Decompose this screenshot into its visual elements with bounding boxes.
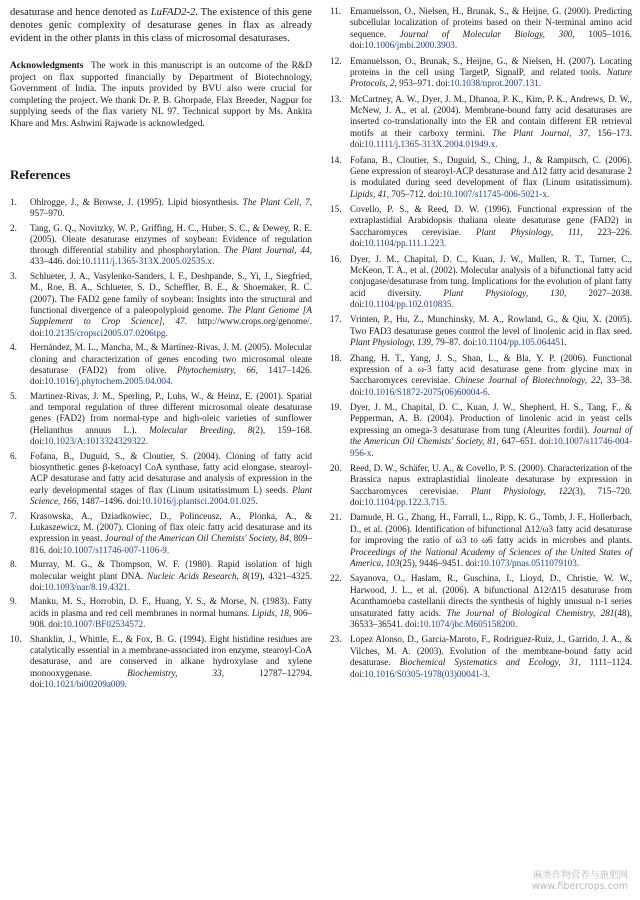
- reference-authors-title: Martinez-Rivas, J. M., Sperling, P., Luhs, W., & Heinz, E. (2001). Spatial and temporal regulation of three different microsomal oleate desaturase genes (FAD2) from normal-type and high-oleic varieties of sunflower (Helianthus annuus L.).: [30, 390, 312, 435]
- reference-doi-link[interactable]: 10.1016/j.phytochem.2005.04.004.: [44, 376, 173, 387]
- reference-item: [10, 342, 312, 387]
- reference-pages: . http://www.crops.org/genome/. doi:: [30, 316, 312, 338]
- reference-authors-title: Manku, M. S., Horrobin, D. F., Huang, Y. S., & Morse, N. (1983). Fatty acids in plasma and red cell membranes in normal humans.: [30, 596, 312, 618]
- intro-text-after: . The existence of this gene denotes genic complexity of desaturase genes in flax as already evident in the other plants in this class of microsomal desaturases.: [10, 7, 312, 44]
- reference-number: 17.: [330, 314, 342, 325]
- reference-pages: (48), 36533–36541. doi:: [350, 607, 633, 630]
- reference-pages: , 1487–1496. doi:: [76, 495, 142, 506]
- reference-pages: (3), 715–720. doi:: [350, 485, 632, 508]
- reference-item: [330, 254, 632, 311]
- reference-journal: Biochemistry, 33: [127, 667, 222, 678]
- reference-authors-title: McCartney, A. W., Dyer, J. M., Dhanoa, P. K., Kim, P. K., Andrews, D. W., McNew, J. A., et al. (2004). Membrane-bound fatty acid desaturases are inserted co-translationally into the ER and contain different ER retrieval motifs at their carboxy termini.: [350, 93, 632, 138]
- reference-doi-link[interactable]: 10.1073/pnas.0511079103.: [479, 558, 580, 569]
- reference-doi-link[interactable]: 10.1104/pp.105.064451.: [477, 337, 567, 348]
- reference-pages: (2), 159–168. doi:: [30, 424, 312, 447]
- reference-doi-link[interactable]: 10.1016/j.plantsci.2004.01.025.: [141, 495, 258, 506]
- reference-journal: Lipids, 41: [350, 188, 387, 199]
- reference-number: 8.: [10, 559, 17, 570]
- reference-authors-title: Emanuelsson, O., Nielsen, H., Brunak, S., & Heijne, G. (2000). Predicting subcellular localization of proteins based on their N-terminal amino acid sequence.: [350, 6, 632, 39]
- reference-number: 23.: [330, 634, 342, 645]
- reference-number: 9.: [10, 596, 17, 607]
- intro-paragraph: [10, 6, 312, 45]
- reference-number: 19.: [330, 402, 342, 412]
- reference-item: [10, 197, 312, 220]
- reference-doi-link[interactable]: 10.1104/pp.122.3.715.: [364, 497, 447, 508]
- reference-authors-title: Lopez Alonso, D., Garcia-Maroto, F., Rodriguez-Ruiz, J., Garrido, J. A., & Vilches, M. A. (2003). Evolution of the membrane-bound fatty acid desaturase.: [350, 634, 632, 668]
- reference-authors-title: Vrinten, P., Hu, Z., Munchinsky, M. A., Rowland, G., & Qiu, X. (2005). Two FAD3 desaturase genes control the level of linolenic acid in flax seed.: [350, 314, 632, 336]
- reference-journal: Phytochemistry, 66: [177, 364, 256, 375]
- reference-doi-link[interactable]: 10.2135/cropsci2005.07.0206tpg.: [44, 327, 168, 338]
- reference-pages: (19), 4321–4325. doi:: [30, 570, 312, 592]
- reference-item: [10, 451, 312, 507]
- reference-number: 11.: [330, 6, 342, 16]
- reference-authors-title: Schlueter, J. A., Vasylenko-Sanders, I. F., Deshpande, S., Yi, J., Siegfried, M., Roe, B. A., Schlueter, S. D., Scheffler, B. E., & Shoemaker, R. C. (2007). The FAD2 gene family of soybean: Insights into the structural and functional divergence of a paleopolyploid genome.: [30, 271, 312, 316]
- reference-journal: Biochemical Systematics and Ecology, 31: [399, 657, 579, 668]
- reference-pages: , 1417–1426. doi:: [30, 364, 313, 387]
- reference-journal: Plant Physiology, 111: [475, 226, 581, 237]
- reference-pages: , 433–446. doi:: [30, 245, 312, 267]
- reference-journal: The Journal of Biological Chemistry, 281: [446, 607, 615, 618]
- reference-item: [330, 463, 632, 509]
- reference-item: [10, 634, 312, 690]
- reference-authors-title: Krasowska, A., Dziadkowiec, D., Polinceusz, A., Plonka, A., & Łukaszewicz, M. (2007). Cloning of flax oleic fatty acid desaturase and its expression in yeast.: [30, 510, 312, 544]
- reference-list-left: [10, 197, 312, 691]
- reference-journal: The Plant Journal, 37: [492, 127, 588, 138]
- watermark: [532, 870, 628, 892]
- reference-doi-link[interactable]: 10.1104/pp.102.010835.: [364, 299, 454, 310]
- reference-number: 10.: [10, 633, 22, 644]
- reference-list-right: [330, 6, 632, 680]
- reference-item: [10, 511, 312, 556]
- reference-number: 13.: [330, 93, 342, 104]
- reference-pages: , 79–87. doi:: [430, 337, 478, 348]
- reference-authors-title: Fofana, B., Cloutier, S., Duguid, S., Ching, J., & Rampitsch, C. (2006). Gene expression of stearoyl-ACP desaturase and Δ12 fatty acid desaturase 2 is modulated during seed development of flax (Linum usitatissimum).: [350, 154, 632, 188]
- reference-item: [330, 634, 632, 680]
- reference-item: [330, 512, 632, 569]
- left-column: [10, 6, 312, 694]
- reference-item: [330, 94, 632, 151]
- reference-number: 12.: [330, 55, 342, 66]
- reference-doi-link[interactable]: 10.1016/S1872-2075(06)60004-6.: [364, 386, 490, 397]
- reference-number: 1.: [10, 196, 17, 207]
- reference-pages: (25), 9446–9451. doi:: [399, 558, 480, 569]
- reference-number: 18.: [330, 352, 342, 363]
- reference-number: 5.: [10, 390, 17, 401]
- reference-doi-link[interactable]: 10.1016/S0305-1978(03)00041-3.: [364, 668, 490, 679]
- acknowledgments: [10, 61, 312, 131]
- reference-number: 22.: [330, 573, 342, 584]
- reference-journal: The Plant Journal, 44: [224, 245, 310, 256]
- reference-journal: Molecular Breeding, 8: [149, 424, 253, 435]
- intro-text-before: desaturase and hence denoted as: [10, 7, 151, 18]
- reference-doi-link[interactable]: 10.1023/A:1013324329322.: [44, 436, 148, 447]
- reference-doi-link[interactable]: 10.1104/pp.111.1.223.: [364, 238, 447, 249]
- reference-doi-link[interactable]: 10.1111/j.1365-313X.2004.01949.x.: [364, 139, 498, 150]
- reference-item: [330, 155, 632, 201]
- reference-item: [330, 573, 632, 630]
- reference-item: [10, 271, 312, 339]
- reference-item: [330, 314, 632, 348]
- reference-authors-title: Shanklin, J., Whittle, E., & Fox, B. G. (1994). Eight histidine residues are catalytically essential in a membrane-associated iron enzyme, stearoyl-CoA desaturase, and are conserved in alkane hydroxylase and xylene monooxygenase.: [30, 633, 312, 678]
- reference-doi-link[interactable]: 10.1074/jbc.M605158200.: [419, 619, 518, 630]
- reference-authors-title: Murray, M. G., & Thompson, W. F. (1980). Rapid isolation of high molecular weight plant DNA.: [30, 559, 312, 581]
- reference-journal: Plant Physiology, 130: [443, 287, 564, 298]
- reference-doi-link[interactable]: 10.1007/BF02534572.: [62, 619, 146, 630]
- reference-doi-link[interactable]: 10.1093/nar/8.19.4321.: [44, 581, 131, 592]
- reference-number: 7.: [10, 510, 17, 521]
- reference-doi-link[interactable]: 10.1021/bi00209a009.: [44, 678, 127, 689]
- reference-doi-link[interactable]: 10.1111/j.1365-313X.2005.02535.x.: [81, 256, 215, 267]
- reference-pages: , 1005–1016. doi:: [350, 28, 632, 51]
- right-column: [330, 6, 632, 684]
- reference-pages: , 809–816. doi:: [30, 533, 312, 555]
- reference-doi-link[interactable]: 10.1007/s11745-006-5021-x.: [442, 188, 550, 199]
- reference-pages: , 953–971. doi:: [394, 78, 451, 89]
- reference-authors-title: Fofana, B., Duguid, S., & Cloutier, S. (2004). Cloning of fatty acid biosynthetic genes β-ketoacyl CoA synthase, fatty acid elongase, stearoyl-ACP desaturase and fatty acid desaturase and analysis of expression in the early developmental stages of flax (Linum usitatissimum L) seeds.: [30, 450, 312, 495]
- reference-number: 21.: [330, 512, 342, 523]
- reference-pages: , 2027–2038. doi:: [350, 287, 633, 310]
- reference-journal: Journal of Molecular Biology, 300: [399, 28, 573, 39]
- reference-pages: , 1111–1124. doi:: [350, 657, 633, 679]
- reference-pages: , 33–38. doi:: [350, 375, 633, 397]
- reference-authors-title: Ohlrogge, J., & Browse, J. (1995). Lipid biosynthesis.: [30, 196, 243, 207]
- reference-authors-title: Emanuelsson, O., Brunak, S., Heijne, G., & Nielsen, H. (2007). Locating proteins in the cell using TargetP, SignalP, and related tools.: [350, 55, 632, 77]
- watermark-url: www.fibercrops.com: [531, 881, 628, 892]
- reference-journal: The Plant Genome [A Supplement to Crop Science], 47: [30, 305, 312, 327]
- reference-item: [330, 353, 632, 399]
- reference-item: [10, 596, 312, 630]
- reference-number: 20.: [330, 462, 342, 473]
- reference-pages: , 12787–12794. doi:: [30, 667, 312, 689]
- reference-journal: Chinese Journal of Biotechnology, 22: [454, 375, 601, 386]
- reference-authors-title: Tang, G. Q., Novitzky, W. P., Griffing, H. C., Huber, S. C., & Dewey, R. E. (2005). Oleate desaturase enzymes of soybean: Evidence of regulation through differential stability and phosphorylation.: [30, 222, 312, 256]
- reference-pages: , 156–173. doi:: [350, 127, 633, 150]
- reference-authors-title: Zhang, H. T., Yang, J. S., Shan, L., & Bla, Y. P. (2006). Functional expression of a ω-3 fatty acid desaturase gene from glycine max in Saccharomyces cerevisiae.: [350, 352, 632, 386]
- reference-item: [330, 204, 632, 250]
- reference-authors-title: Covello, P. S., & Reed, D. W. (1996). Functional expression of the extraplastidial Arabidopsis thaliana oleate desaturase gene (FAD2) in Saccharomyces cerevisiae.: [350, 204, 632, 237]
- reference-journal: Plant Science, 166: [30, 484, 312, 506]
- reference-item: [10, 391, 312, 447]
- reference-pages: , 906–908. doi:: [30, 607, 313, 630]
- watermark-site-name: 麻类作物营养与施肥网: [532, 870, 628, 881]
- reference-journal: Journal of the American Oil Chemists' Society, 84: [104, 533, 289, 544]
- references-heading: References: [10, 166, 71, 182]
- reference-journal: Lipids, 18: [251, 607, 289, 618]
- reference-doi-link[interactable]: 10.1007/s11746-004-956-x.: [350, 436, 632, 458]
- reference-item: [330, 56, 632, 90]
- reference-journal: Nature Protocols, 2: [350, 66, 632, 89]
- reference-doi-link[interactable]: 10.1006/jmbi.2000.3903.: [364, 40, 458, 51]
- reference-authors-title: Damude, H. G., Zhang, H., Farrall, L., Ripp, K. G., Tomb, J. F., Hollerbach, D., et al. (2006). Identification of bifunctional Δ12/ω3 fatty acid desaturase for improving the ratio of ω3 to ω6 fatty acids in microbes and plants.: [350, 512, 632, 546]
- reference-number: 4.: [10, 342, 17, 353]
- reference-item: [10, 223, 312, 268]
- reference-authors-title: Dyer, J. M., Chapital, D. C., Kuan, J. W., Mullen, R. T., Turner, C., McKeon, T. A., et al. (2002). Molecular analysis of a bifunctional fatty acid conjugase/desaturase from tung. Implications for the evolution of plant fatty acid diversity.: [350, 253, 632, 298]
- reference-journal: The Plant Cell, 7: [242, 196, 310, 207]
- reference-number: 15.: [330, 204, 342, 214]
- reference-pages: , 223–226. doi:: [350, 226, 632, 249]
- reference-number: 3.: [10, 271, 17, 282]
- reference-journal: Plant Physiology, 139: [350, 337, 431, 348]
- reference-doi-link[interactable]: 10.1007/s11746-007-1106-9.: [62, 544, 170, 555]
- reference-authors-title: Reed, D. W., Schäfer, U. A., & Covello, P. S. (2000). Characterization of the Brassica napus extraplastidial linoleate desaturase by expression in Saccharomyces cerevisiae.: [350, 462, 632, 496]
- reference-authors-title: Sayanova, O., Haslam, R., Guschina, I., Lioyd, D., Christie, W. W., Harwood, J. L., et al. (2006). A bifunctional Δ12/Δ15 desaturase from Acanthamoeba castellanii directs the synthesis of highly unusual n-1 series unsaturated fatty acids.: [350, 573, 632, 618]
- reference-item: [330, 402, 632, 459]
- reference-journal: Plant Physiology, 122: [470, 485, 573, 496]
- reference-journal: Proceedings of the National Academy of Sciences of the United States of America, 103: [350, 546, 632, 569]
- acknowledgments-heading: Acknowledgments: [10, 61, 84, 71]
- reference-item: [10, 559, 312, 593]
- reference-pages: , 647–651. doi:: [496, 436, 554, 447]
- acknowledgments-text: The work in this manuscript is an outcome of the R&D project on flax supported financially by Department of Biotechnology, Government of India. The inputs provided by BVU also were crucial for completing the project. We thank Dr. P. B. Ghorpade, Flax Breeder, Nagpur for supplying seeds of the flax variety NL 97. Technical support by Ms. Ankita Khare and Mrs. Ashwini Rajwade is acknowledged.: [10, 61, 312, 129]
- reference-authors-title: Dyer, J. M., Chapital, D. C., Kuan, J. W., Shepherd, H. S., Tang, F., & Pepperman, A. B. (2004). Production of linolenic acid in yeast cells expressing an omega-3 desaturase from tung (Aleurites fordii).: [350, 402, 632, 435]
- reference-journal: Journal of the American Oil Chemists' Society, 81: [350, 424, 632, 447]
- reference-journal: Nucleic Acids Research, 8: [147, 570, 248, 581]
- reference-authors-title: Hernández, M. L., Mancha, M., & Martínez-Rivas, J. M. (2005). Molecular cloning and characterization of genes encoding two microsomal oleate desaturase (FAD2) from olive.: [30, 342, 312, 375]
- reference-number: 16.: [330, 253, 342, 264]
- reference-number: 2.: [10, 222, 17, 233]
- reference-item: [330, 6, 632, 52]
- reference-number: 14.: [330, 154, 342, 165]
- gene-name: LuFAD2-2: [150, 7, 196, 18]
- reference-doi-link[interactable]: 10.1038/nprot.2007.131.: [450, 78, 542, 89]
- reference-number: 6.: [10, 450, 17, 461]
- reference-pages: , 705–712. doi:: [386, 188, 443, 199]
- reference-pages: , 957–970.: [30, 196, 312, 218]
